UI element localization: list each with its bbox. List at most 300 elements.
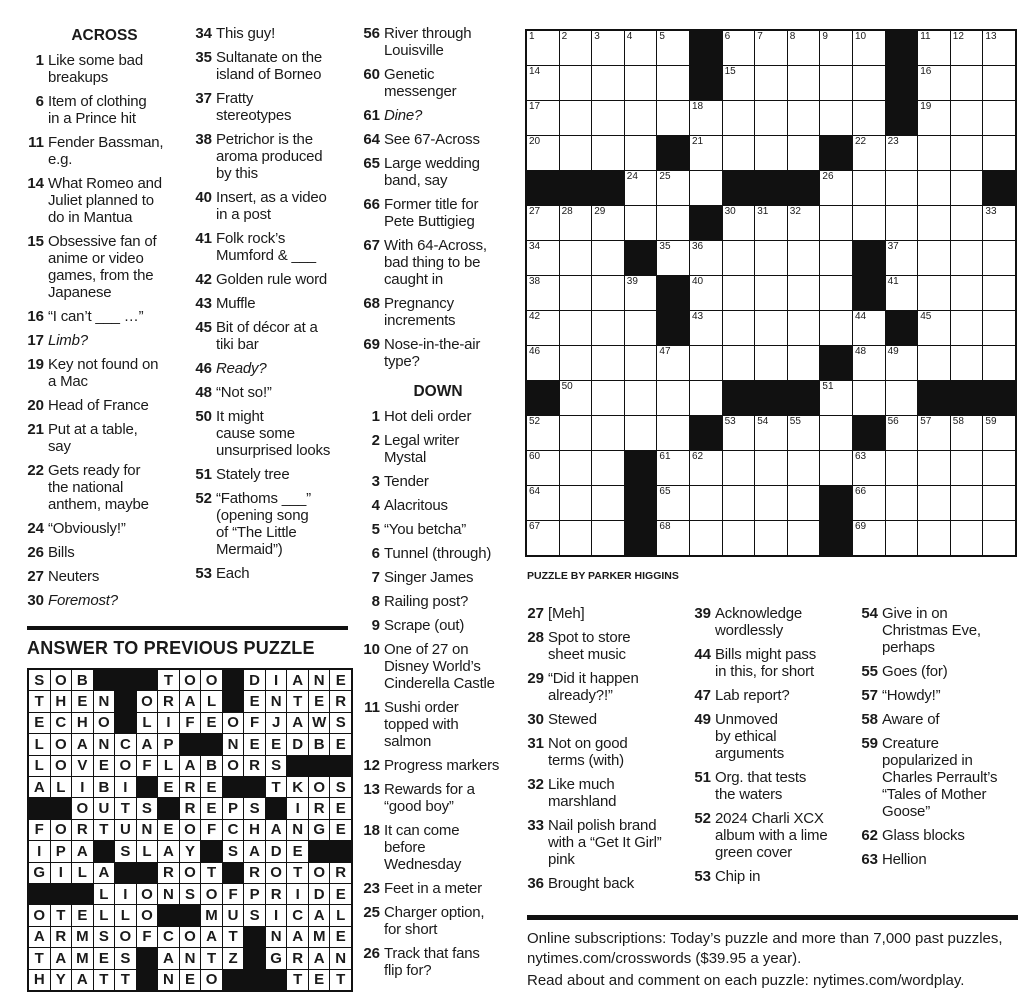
grid-cell[interactable]: [853, 346, 885, 380]
grid-cell[interactable]: [690, 451, 722, 485]
grid-cell[interactable]: [592, 346, 624, 380]
grid-cell[interactable]: [951, 451, 983, 485]
clue-item[interactable]: [22, 520, 187, 537]
grid-cell[interactable]: [788, 136, 820, 170]
answer-letter: V: [72, 756, 93, 776]
grid-cell[interactable]: [983, 31, 1015, 65]
grid-cell[interactable]: [592, 31, 624, 65]
clue-item[interactable]: [689, 769, 854, 803]
cell-number: 8: [789, 31, 796, 42]
clue-item[interactable]: [358, 25, 518, 59]
clue-item[interactable]: [358, 408, 518, 425]
grid-cell[interactable]: [657, 521, 689, 555]
clue-item[interactable]: [22, 592, 187, 609]
grid-cell[interactable]: [755, 206, 787, 240]
grid-cell[interactable]: [755, 136, 787, 170]
grid-cell[interactable]: [560, 31, 592, 65]
clue-item[interactable]: [358, 593, 518, 610]
clue-item[interactable]: [358, 822, 518, 873]
grid-cell[interactable]: [951, 416, 983, 450]
clue-item[interactable]: [22, 233, 187, 301]
grid-cell[interactable]: [820, 381, 852, 415]
grid-cell[interactable]: [592, 486, 624, 520]
grid-cell[interactable]: [625, 136, 657, 170]
grid-cell[interactable]: [625, 311, 657, 345]
clue-item[interactable]: [689, 868, 854, 885]
clue-item[interactable]: [22, 175, 187, 226]
clue-item[interactable]: [22, 308, 187, 325]
cell-number: 57: [920, 416, 932, 427]
grid-cell[interactable]: [592, 416, 624, 450]
grid-cell[interactable]: [625, 206, 657, 240]
clue-item[interactable]: [856, 851, 1021, 868]
grid-cell[interactable]: [788, 486, 820, 520]
grid-cell[interactable]: [690, 311, 722, 345]
grid-cell[interactable]: [918, 31, 950, 65]
grid-cell[interactable]: [723, 486, 755, 520]
grid-cell[interactable]: [983, 521, 1015, 555]
clue-item[interactable]: [358, 107, 518, 124]
grid-cell[interactable]: [983, 416, 1015, 450]
grid-cell[interactable]: [886, 346, 918, 380]
grid-cell[interactable]: [723, 346, 755, 380]
grid-cell[interactable]: [951, 136, 983, 170]
grid-cell[interactable]: [886, 451, 918, 485]
clue-item[interactable]: [22, 421, 187, 455]
grid-cell[interactable]: [755, 416, 787, 450]
grid-cell[interactable]: [592, 276, 624, 310]
clue-item[interactable]: [358, 131, 518, 148]
grid-cell[interactable]: [592, 521, 624, 555]
grid-cell[interactable]: [886, 276, 918, 310]
grid-cell[interactable]: [788, 101, 820, 135]
grid-cell[interactable]: [788, 416, 820, 450]
grid-cell[interactable]: [527, 241, 559, 275]
grid-cell[interactable]: [560, 66, 592, 100]
grid-cell[interactable]: [527, 101, 559, 135]
grid-cell[interactable]: [560, 486, 592, 520]
grid-cell[interactable]: [592, 311, 624, 345]
black-square: [330, 756, 351, 776]
grid-cell[interactable]: [657, 66, 689, 100]
grid-cell[interactable]: [853, 66, 885, 100]
clue-item[interactable]: [22, 52, 187, 86]
wordplay-note: Read about and comment on each puzzle: nytimes.com/wordplay.: [527, 972, 965, 989]
cell-number: 43: [692, 311, 704, 322]
grid-cell[interactable]: [560, 241, 592, 275]
grid-cell[interactable]: [560, 206, 592, 240]
grid-cell[interactable]: [853, 486, 885, 520]
clue-number: 45: [195, 319, 212, 336]
clue-item[interactable]: [190, 271, 355, 288]
grid-cell[interactable]: [755, 451, 787, 485]
clue-item[interactable]: [190, 360, 355, 377]
grid-cell[interactable]: [657, 171, 689, 205]
answer-letter: T: [115, 970, 136, 990]
grid-cell[interactable]: [657, 416, 689, 450]
clue-item[interactable]: [190, 25, 355, 42]
grid-cell[interactable]: [592, 66, 624, 100]
clue-item[interactable]: [358, 569, 518, 586]
clue-item[interactable]: [190, 189, 355, 223]
grid-cell[interactable]: [592, 101, 624, 135]
grid-cell[interactable]: [755, 346, 787, 380]
grid-cell[interactable]: [592, 381, 624, 415]
grid-cell[interactable]: [886, 381, 918, 415]
grid-cell[interactable]: [820, 416, 852, 450]
clue-item[interactable]: [358, 473, 518, 490]
clue-item[interactable]: [190, 490, 355, 558]
grid-cell[interactable]: [886, 206, 918, 240]
grid-cell[interactable]: [690, 346, 722, 380]
grid-cell[interactable]: [592, 241, 624, 275]
grid-cell[interactable]: [918, 171, 950, 205]
grid-cell[interactable]: [625, 381, 657, 415]
grid-cell[interactable]: [657, 381, 689, 415]
grid-cell[interactable]: [951, 241, 983, 275]
grid-cell[interactable]: [918, 241, 950, 275]
answer-letter: I: [72, 777, 93, 797]
clue-item[interactable]: [358, 66, 518, 100]
clue-item[interactable]: [358, 497, 518, 514]
grid-cell[interactable]: [690, 521, 722, 555]
grid-cell[interactable]: [625, 66, 657, 100]
clue-item[interactable]: [190, 49, 355, 83]
grid-cell[interactable]: [918, 521, 950, 555]
clue-item[interactable]: [22, 134, 187, 168]
clue-item[interactable]: [522, 670, 687, 704]
clue-item[interactable]: [22, 332, 187, 349]
clue-number: 40: [195, 189, 212, 206]
clue-item[interactable]: [358, 781, 518, 815]
grid-cell[interactable]: [755, 311, 787, 345]
clue-item[interactable]: [689, 711, 854, 762]
grid-cell[interactable]: [853, 451, 885, 485]
clue-item[interactable]: [522, 629, 687, 663]
grid-cell[interactable]: [657, 451, 689, 485]
grid-cell[interactable]: [820, 66, 852, 100]
grid-cell[interactable]: [690, 276, 722, 310]
cell-number: 50: [561, 381, 573, 392]
grid-cell[interactable]: [853, 136, 885, 170]
grid-cell[interactable]: [918, 346, 950, 380]
clue-item[interactable]: [358, 617, 518, 634]
grid-cell[interactable]: [918, 416, 950, 450]
grid-cell[interactable]: [657, 346, 689, 380]
grid-cell[interactable]: [918, 451, 950, 485]
grid-cell[interactable]: [657, 486, 689, 520]
clue-item[interactable]: [522, 735, 687, 769]
grid-cell[interactable]: [560, 381, 592, 415]
grid-cell[interactable]: [820, 311, 852, 345]
grid-cell[interactable]: [983, 486, 1015, 520]
answer-letter: S: [330, 777, 351, 797]
grid-cell[interactable]: [820, 101, 852, 135]
clue-item[interactable]: [522, 817, 687, 868]
grid-cell[interactable]: [788, 241, 820, 275]
grid-cell[interactable]: [788, 346, 820, 380]
grid-cell[interactable]: [690, 486, 722, 520]
grid-cell[interactable]: [820, 31, 852, 65]
black-square: [723, 381, 755, 415]
clue-item[interactable]: [358, 699, 518, 750]
grid-cell[interactable]: [983, 346, 1015, 380]
clue-item[interactable]: [22, 462, 187, 513]
grid-cell[interactable]: [951, 171, 983, 205]
answer-letter: R: [158, 691, 179, 711]
clue-item[interactable]: [856, 711, 1021, 728]
clue-item[interactable]: [358, 237, 518, 288]
clue-item[interactable]: [190, 90, 355, 124]
grid-cell[interactable]: [560, 451, 592, 485]
grid-cell[interactable]: [983, 66, 1015, 100]
grid-cell[interactable]: [657, 101, 689, 135]
grid-cell[interactable]: [788, 66, 820, 100]
grid-cell[interactable]: [723, 101, 755, 135]
clue-item[interactable]: [522, 776, 687, 810]
grid-cell[interactable]: [723, 136, 755, 170]
grid-cell[interactable]: [625, 276, 657, 310]
grid-cell[interactable]: [853, 206, 885, 240]
grid-cell[interactable]: [983, 311, 1015, 345]
grid-cell[interactable]: [886, 241, 918, 275]
grid-cell[interactable]: [592, 206, 624, 240]
grid-cell[interactable]: [983, 241, 1015, 275]
grid-cell[interactable]: [853, 31, 885, 65]
clue-item[interactable]: [358, 295, 518, 329]
grid-cell[interactable]: [723, 451, 755, 485]
grid-cell[interactable]: [983, 206, 1015, 240]
grid-cell[interactable]: [527, 521, 559, 555]
clue-item[interactable]: [190, 466, 355, 483]
clue-number: 56: [363, 25, 380, 42]
grid-cell[interactable]: [625, 171, 657, 205]
grid-cell[interactable]: [918, 101, 950, 135]
grid-cell[interactable]: [723, 31, 755, 65]
grid-cell[interactable]: [820, 206, 852, 240]
black-square: [886, 66, 918, 100]
grid-cell[interactable]: [527, 206, 559, 240]
grid-cell[interactable]: [527, 346, 559, 380]
clue-text: Like much marshland: [548, 776, 617, 810]
grid-cell[interactable]: [690, 241, 722, 275]
grid-cell[interactable]: [853, 521, 885, 555]
grid-cell[interactable]: [560, 276, 592, 310]
grid-cell[interactable]: [527, 66, 559, 100]
grid-cell[interactable]: [951, 346, 983, 380]
clue-item[interactable]: [856, 735, 1021, 820]
puzzle-byline: PUZZLE BY PARKER HIGGINS: [527, 570, 679, 582]
grid-cell[interactable]: [918, 276, 950, 310]
grid-cell[interactable]: [886, 521, 918, 555]
clue-item[interactable]: [358, 336, 518, 370]
clue-item[interactable]: [358, 196, 518, 230]
grid-cell[interactable]: [788, 451, 820, 485]
grid-cell[interactable]: [918, 311, 950, 345]
clue-number: 16: [27, 308, 44, 325]
clue-item[interactable]: [190, 384, 355, 401]
clue-item[interactable]: [689, 605, 854, 639]
clue-item[interactable]: [190, 565, 355, 582]
clue-text: Feet in a meter: [384, 880, 482, 897]
clue-item[interactable]: [22, 568, 187, 585]
grid-cell[interactable]: [755, 241, 787, 275]
clue-item[interactable]: [190, 319, 355, 353]
clue-text: Acknowledge wordlessly: [715, 605, 803, 639]
grid-cell[interactable]: [527, 136, 559, 170]
clue-number: 37: [195, 90, 212, 107]
clue-item[interactable]: [358, 641, 518, 692]
clue-item[interactable]: [856, 605, 1021, 656]
grid-cell[interactable]: [886, 171, 918, 205]
clue-item[interactable]: [689, 687, 854, 704]
grid-cell[interactable]: [723, 241, 755, 275]
grid-cell[interactable]: [820, 171, 852, 205]
cell-number: 33: [985, 206, 997, 217]
clue-item[interactable]: [358, 521, 518, 538]
grid-cell[interactable]: [755, 31, 787, 65]
grid-cell[interactable]: [657, 31, 689, 65]
grid-cell[interactable]: [723, 66, 755, 100]
clue-item[interactable]: [190, 295, 355, 312]
answer-letter: A: [266, 820, 287, 840]
clue-item[interactable]: [358, 757, 518, 774]
clue-item[interactable]: [358, 545, 518, 562]
grid-cell[interactable]: [755, 521, 787, 555]
grid-cell[interactable]: [657, 206, 689, 240]
grid-cell[interactable]: [723, 416, 755, 450]
grid-cell[interactable]: [951, 31, 983, 65]
grid-cell[interactable]: [788, 31, 820, 65]
clue-item[interactable]: [358, 880, 518, 897]
clue-item[interactable]: [522, 605, 687, 622]
grid-cell[interactable]: [886, 486, 918, 520]
clue-item[interactable]: [358, 432, 518, 466]
grid-cell[interactable]: [788, 276, 820, 310]
grid-cell[interactable]: [723, 276, 755, 310]
grid-cell[interactable]: [983, 136, 1015, 170]
clue-item[interactable]: [22, 544, 187, 561]
grid-cell[interactable]: [983, 101, 1015, 135]
grid-cell[interactable]: [918, 206, 950, 240]
clue-item[interactable]: [190, 408, 355, 459]
grid-cell[interactable]: [527, 486, 559, 520]
grid-cell[interactable]: [853, 311, 885, 345]
grid-cell[interactable]: [951, 101, 983, 135]
grid-cell[interactable]: [560, 521, 592, 555]
clue-item[interactable]: [22, 397, 187, 414]
grid-cell[interactable]: [625, 416, 657, 450]
grid-cell[interactable]: [592, 451, 624, 485]
grid-cell[interactable]: [560, 416, 592, 450]
grid-cell[interactable]: [886, 136, 918, 170]
grid-cell[interactable]: [560, 311, 592, 345]
grid-cell[interactable]: [723, 206, 755, 240]
clue-item[interactable]: [856, 687, 1021, 704]
answer-letter: A: [51, 948, 72, 968]
grid-cell[interactable]: [625, 31, 657, 65]
grid-cell[interactable]: [690, 171, 722, 205]
answer-letter: T: [266, 777, 287, 797]
grid-cell[interactable]: [918, 486, 950, 520]
grid-cell[interactable]: [657, 241, 689, 275]
grid-cell[interactable]: [983, 451, 1015, 485]
grid-cell[interactable]: [690, 136, 722, 170]
grid-cell[interactable]: [820, 241, 852, 275]
grid-cell[interactable]: [918, 136, 950, 170]
grid-cell[interactable]: [723, 311, 755, 345]
grid-cell[interactable]: [951, 66, 983, 100]
grid-cell[interactable]: [625, 346, 657, 380]
clue-item[interactable]: [358, 155, 518, 189]
answer-letter: S: [29, 670, 50, 690]
grid-cell[interactable]: [886, 416, 918, 450]
grid-cell[interactable]: [625, 101, 657, 135]
grid-cell[interactable]: [527, 276, 559, 310]
answer-letter: O: [201, 970, 222, 990]
clue-item[interactable]: [522, 711, 687, 728]
grid-cell[interactable]: [820, 276, 852, 310]
grid-cell[interactable]: [788, 311, 820, 345]
grid-cell[interactable]: [951, 311, 983, 345]
grid-cell[interactable]: [755, 101, 787, 135]
clue-item[interactable]: [522, 875, 687, 892]
answer-letter: N: [330, 948, 351, 968]
clue-item[interactable]: [358, 904, 518, 938]
clue-item[interactable]: [856, 827, 1021, 844]
clue-item[interactable]: [190, 230, 355, 264]
crossword-grid[interactable]: [525, 29, 1017, 557]
grid-cell[interactable]: [853, 171, 885, 205]
answer-letter: S: [223, 841, 244, 861]
grid-cell[interactable]: [527, 416, 559, 450]
cell-number: 22: [855, 136, 867, 147]
grid-cell[interactable]: [788, 206, 820, 240]
grid-cell[interactable]: [592, 136, 624, 170]
clue-item[interactable]: [22, 93, 187, 127]
clue-item[interactable]: [358, 945, 518, 979]
clue-item[interactable]: [22, 356, 187, 390]
grid-cell[interactable]: [527, 311, 559, 345]
grid-cell[interactable]: [951, 206, 983, 240]
grid-cell[interactable]: [527, 451, 559, 485]
grid-cell[interactable]: [755, 276, 787, 310]
grid-cell[interactable]: [755, 486, 787, 520]
clue-item[interactable]: [689, 646, 854, 680]
grid-cell[interactable]: [853, 381, 885, 415]
grid-cell[interactable]: [560, 346, 592, 380]
grid-cell[interactable]: [820, 451, 852, 485]
grid-cell[interactable]: [951, 276, 983, 310]
clue-number: 68: [363, 295, 380, 312]
grid-cell[interactable]: [690, 101, 722, 135]
grid-cell[interactable]: [951, 521, 983, 555]
grid-cell[interactable]: [755, 66, 787, 100]
clue-item[interactable]: [190, 131, 355, 182]
grid-cell[interactable]: [690, 381, 722, 415]
grid-cell[interactable]: [723, 521, 755, 555]
grid-cell[interactable]: [788, 521, 820, 555]
grid-cell[interactable]: [560, 136, 592, 170]
clue-item[interactable]: [856, 663, 1021, 680]
grid-cell[interactable]: [983, 276, 1015, 310]
grid-cell[interactable]: [951, 486, 983, 520]
clue-item[interactable]: [689, 810, 854, 861]
grid-cell[interactable]: [853, 101, 885, 135]
grid-cell[interactable]: [527, 31, 559, 65]
grid-cell[interactable]: [918, 66, 950, 100]
grid-cell[interactable]: [560, 101, 592, 135]
